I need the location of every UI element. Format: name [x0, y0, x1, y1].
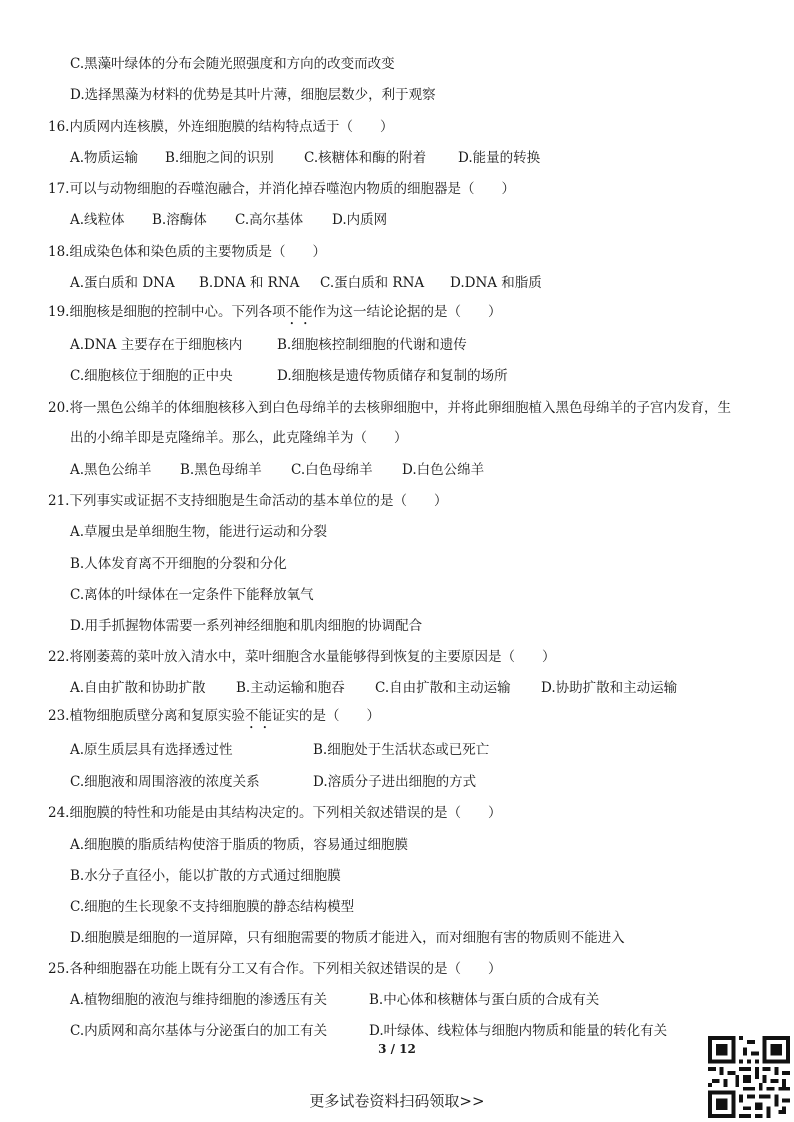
option: B.细胞处于生活状态或已死亡: [313, 742, 490, 758]
question-16-options: [0, 149, 794, 167]
page-number: 3 / 12: [378, 1042, 416, 1056]
question-24-stem: 24.细胞膜的特性和功能是由其结构决定的。下列相关叙述错误的是（ ）: [48, 805, 502, 821]
question-24-option-b: B.水分子直径小，能以扩散的方式通过细胞膜: [70, 868, 341, 884]
question-23-stem: [48, 707, 380, 732]
question-17-stem: 17.可以与动物细胞的吞噬泡融合，并消化掉吞噬泡内物质的细胞器是（ ）: [48, 181, 515, 197]
option: C.高尔基体: [235, 212, 304, 228]
question-22-stem: 22.将刚萎蔫的菜叶放入清水中，菜叶细胞含水量能够得到恢复的主要原因是（ ）: [48, 649, 556, 665]
question-17-options: [0, 211, 794, 229]
emphasis-text: 不能: [244, 708, 272, 724]
option: A.线粒体: [70, 212, 125, 228]
question-25-stem: 25.各种细胞器在功能上既有分工又有合作。下列相关叙述错误的是（ ）: [48, 961, 502, 977]
question-22-options: [0, 679, 794, 697]
question-21-option-b: B.人体发育离不开细胞的分裂和分化: [70, 556, 287, 572]
option: C.内质网和高尔基体与分泌蛋白的加工有关: [70, 1023, 328, 1039]
question-15-option-d: D.选择黑藻为材料的优势是其叶片薄，细胞层数少，利于观察: [70, 87, 436, 103]
question-25-options-ab: [0, 991, 794, 1009]
option: C.蛋白质和 RNA: [320, 275, 425, 291]
stem-text: 23.植物细胞质壁分离和复原实验: [48, 708, 245, 724]
question-18-options: [0, 274, 794, 292]
question-18-stem: 18.组成染色体和染色质的主要物质是（ ）: [48, 244, 326, 260]
option: D.细胞核是遗传物质储存和复制的场所: [277, 368, 508, 384]
question-19-stem: [48, 303, 501, 328]
footer-text: 更多试卷资料扫码领取>>: [309, 1092, 485, 1110]
option: A.原生质层具有选择透过性: [70, 742, 233, 758]
question-21-option-c: C.离体的叶绿体在一定条件下能释放氧气: [70, 587, 314, 603]
option: B.DNA 和 RNA: [199, 275, 300, 291]
option: C.核糖体和酶的附着: [304, 150, 427, 166]
option: C.白色母绵羊: [291, 462, 373, 478]
question-16-stem: 16.内质网内连核膜，外连细胞膜的结构特点适于（ ）: [48, 119, 394, 135]
question-24-option-d: D.细胞膜是细胞的一道屏障，只有细胞需要的物质才能进入，而对细胞有害的物质则不能进入: [70, 930, 625, 946]
option: D.内质网: [332, 212, 388, 228]
option: C.自由扩散和主动运输: [375, 680, 511, 696]
option: B.细胞核控制细胞的代谢和遗传: [277, 337, 467, 353]
question-23-options-cd: [0, 773, 794, 791]
question-23-options-ab: [0, 741, 794, 759]
question-20-options: [0, 461, 794, 479]
option: D.叶绿体、线粒体与细胞内物质和能量的转化有关: [369, 1023, 668, 1039]
option: B.主动运输和胞吞: [236, 680, 345, 696]
option: D.能量的转换: [458, 150, 541, 166]
question-24-option-a: A.细胞膜的脂质结构使溶于脂质的物质，容易通过细胞膜: [70, 837, 409, 853]
option: B.溶酶体: [152, 212, 207, 228]
qr-code-icon[interactable]: [708, 1036, 790, 1118]
question-21-stem: 21.下列事实或证据不支持细胞是生命活动的基本单位的是（ ）: [48, 493, 448, 509]
option: A.自由扩散和协助扩散: [70, 680, 206, 696]
stem-text: 证实的是（ ）: [271, 708, 380, 724]
option: B.黑色母绵羊: [180, 462, 262, 478]
option: A.蛋白质和 DNA: [70, 275, 175, 291]
question-20-stem-line2: 出的小绵羊即是克隆绵羊。那么，此克隆绵羊为（ ）: [70, 430, 408, 446]
option: D.溶质分子进出细胞的方式: [313, 774, 477, 790]
option: A.物质运输: [70, 150, 139, 166]
question-21-option-d: D.用手抓握物体需要一系列神经细胞和肌肉细胞的协调配合: [70, 618, 423, 634]
question-21-option-a: A.草履虫是单细胞生物，能进行运动和分裂: [70, 524, 328, 540]
stem-text: 19.细胞核是细胞的控制中心。下列各项: [48, 304, 286, 320]
question-15-option-c: C.黑藻叶绿体的分布会随光照强度和方向的改变而改变: [70, 56, 395, 72]
question-19-options-ab: [0, 336, 794, 354]
option: B.细胞之间的识别: [165, 150, 274, 166]
option: B.中心体和核糖体与蛋白质的合成有关: [369, 992, 600, 1008]
question-25-options-cd: [0, 1022, 794, 1040]
option: A.DNA 主要存在于细胞核内: [70, 337, 243, 353]
option: C.细胞核位于细胞的正中央: [70, 368, 233, 384]
question-20-stem-line1: 20.将一黑色公绵羊的体细胞核移入到白色母绵羊的去核卵细胞中，并将此卵细胞植入黑色母绵羊的子宫内发育，生: [48, 400, 731, 416]
option: A.植物细胞的液泡与维持细胞的渗透压有关: [70, 992, 328, 1008]
emphasis-text: 不能: [285, 304, 313, 320]
option: C.细胞液和周围溶液的浓度关系: [70, 774, 260, 790]
option: A.黑色公绵羊: [70, 462, 152, 478]
question-24-option-c: C.细胞的生长现象不支持细胞膜的静态结构模型: [70, 899, 355, 915]
option: D.DNA 和脂质: [450, 275, 542, 291]
option: D.白色公绵羊: [402, 462, 485, 478]
stem-text: 作为这一结论论据的是（ ）: [312, 304, 502, 320]
question-19-options-cd: [0, 367, 794, 385]
option: D.协助扩散和主动运输: [541, 680, 678, 696]
